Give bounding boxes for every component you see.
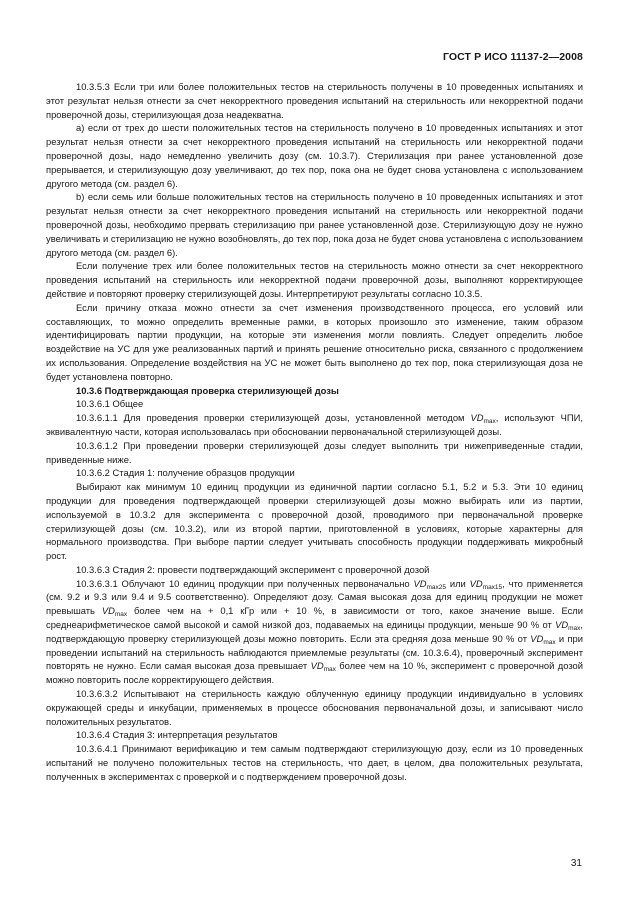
paragraph-10-3-6-1-1: 10.3.6.1.1 Для проведения проверки стерилизующей дозы, установленной методом $VD_{max}$, используют ЧПИ, эквивалентную части, которая использовалась при обосновании первоначальной стерилизующей дозы. bbox=[46, 412, 583, 437]
paragraph-item-b: b) если семь или больше положительных тестов на стерильность получено в 10 проведенных испытаниях и этот результат нельзя отнести за счет некорректного проведения испытаний на стерильность или некорректной подачи проверочной дозы, необходимо прервать стерилизацию при ранее установленной дозе. Стерилизующую дозу не нужно увеличивать и стерилизацию не нужно возобновлять, до тех пор, пока доза не будет снова установлена с использованием другого метода (см. раздел 6). bbox=[46, 191, 583, 258]
vd-symbol: VD bbox=[555, 619, 569, 631]
paragraph-failure-cause: Если причину отказа можно отнести за счет изменения производственного процесса, его условий или составляющих, то можно определить временные рамки, в которых произошло это изменение, таким образом идентифицировать партии продукции, на которые эти изменения могли повлиять. Следует определить любое воздействие на УС для уже реализованных партий и принять решение относительно риска, связанного с продолжением их использования. Определение воздействия на УС не может быть выполнено до тех пор, пока стерилизующая доза не будет установлена повторно. bbox=[46, 301, 583, 382]
standard-header: ГОСТ Р ИСО 11137-2—2008 bbox=[442, 51, 583, 63]
vd-subscript: max25 bbox=[426, 583, 447, 591]
paragraph-10-3-6-3-2: 10.3.6.3.2 Испытывают на стерильность каждую облученную единицу продукции индивидуально в условиях окружающей среды и инкубации, применяемых в процессе обоснования первоначальной дозы, и записывают число положительных результатов. bbox=[46, 688, 583, 727]
subsection-heading-10-3-6-2: 10.3.6.2 Стадия 1: получение образцов продукции bbox=[76, 467, 295, 479]
vd-subscript: max15 bbox=[482, 583, 503, 591]
vd-symbol: VD bbox=[101, 605, 115, 617]
vd-symbol: VD bbox=[413, 577, 427, 589]
vd-subscript: max bbox=[543, 638, 556, 646]
paragraph-10-3-6-1-2: 10.3.6.1.2 При проведении проверки стерилизующей дозы следует выполнить три нижеприведенные стадии, приведенные ниже. bbox=[46, 439, 583, 465]
document-body bbox=[46, 80, 583, 784]
vd-subscript: max bbox=[114, 611, 128, 619]
vd-symbol: VD bbox=[469, 577, 483, 589]
subsection-heading-10-3-6-4: 10.3.6.4 Стадия 3: интерпретация результатов bbox=[76, 729, 278, 741]
vd-symbol: VD bbox=[470, 412, 484, 424]
paragraph-sample-selection: Выбирают как минимум 10 единиц продукции из единичной партии согласно 5.1, 5.2 и 5.3. Эти 10 единиц продукции для проведения подтверждающей проверки стерилизующей дозы можно выбирать или из партии, используемой в 10.3.2 для эксперимента с проверочной дозой, проводимого при первоначальной проверке стерилизующей дозы (см. 10.3.2), или из второй партии, приготовленной в условиях, которые характерны для нормального производства. При выборе партии следует учитывать способность продукции поддерживать микробный рост. bbox=[46, 481, 583, 562]
vd-symbol: VD bbox=[530, 632, 544, 644]
paragraph-item-a: а) если от трех до шести положительных тестов на стерильность получено в 10 проведенных испытаниях и этот результат нельзя отнести за счет некорректного проведения испытаний на стерильность или некорректной подачи проверочной дозы, надо немедленно увеличить дозу (см. 10.3.7). Стерилизация при ранее установленной дозе прерывается, и стерилизующую дозу увеличивают, до тех пор, пока она не будет снова установлена с использованием другого метода (см. раздел 6). bbox=[46, 122, 583, 189]
paragraph-10-3-5-3: 10.3.5.3 Если три или более положительных тестов на стерильность получены в 10 проведенных испытаниях и этот результат нельзя отнести за счет некорректного проведения испытаний на стерильность или некорректной подачи проверочной дозы, стерилизующая доза неадекватна. bbox=[46, 81, 583, 120]
vd-subscript: max bbox=[483, 418, 496, 426]
paragraph-10-3-6-4-1: 10.3.6.4.1 Принимают верификацию и тем самым подтверждают стерилизующую дозу, если из 10 проведенных испытаний не получено положительных тестов на стерильность, что дает, в целом, два положительных результата, полученных в экспериментах с проверкой и с подтверждением проверочной дозы. bbox=[46, 743, 583, 782]
page-number: 31 bbox=[570, 858, 582, 869]
vd-subscript: max bbox=[568, 625, 581, 633]
subsection-heading-10-3-6-3: 10.3.6.3 Стадия 2: провести подтверждающий эксперимент с проверочной дозой bbox=[76, 563, 430, 575]
paragraph-10-3-6-3-1: 10.3.6.3.1 Облучают 10 единиц продукции при полученных первоначально $VD_{max25}$ или $VD_{max15}$, что применяется (см. 9.2 и 9.3 или 9.4 и 9.5 соответственно). Определяют дозу. Самая высокая доза для единиц продукции не может превышать $VD_{max}$ более чем на + 0,1 кГр или + 10 %, в зависимости от того, какое значение выше. Если среднеарифметическое самой высокой и самой низкой доз, подаваемых на единицы продукции, меньше 90 % от $VD_{max}$, подтверждающую проверку стерилизующей дозы можно повторить. Если эта средняя доза меньше 90 % от $VD_{max}$ и при проведении испытаний на стерильность наблюдаются приемлемые результаты (см. 10.3.6.4), проверочный эксперимент повторять не нужно. Если самая высокая доза превышает $VD_{max}$ более чем на 10 %, эксперимент с проверочной дозой можно повторить после корректирующего действия. bbox=[46, 577, 584, 686]
vd-symbol: VD bbox=[310, 660, 324, 672]
paragraph-corrective-action: Если получение трех или более положительных тестов на стерильность можно отнести за счет некорректного проведения испытаний на стерильность или некорректной подачи проверочной дозы, выполняют корректирующее действие и повторяют проверку стерилизующей дозы. Интерпретируют результаты согласно 10.3.5. bbox=[46, 260, 583, 299]
section-heading-10-3-6: 10.3.6 Подтверждающая проверка стерилизующей дозы bbox=[76, 384, 339, 396]
vd-subscript: max bbox=[323, 666, 336, 674]
subsection-heading-10-3-6-1: 10.3.6.1 Общее bbox=[76, 398, 144, 410]
